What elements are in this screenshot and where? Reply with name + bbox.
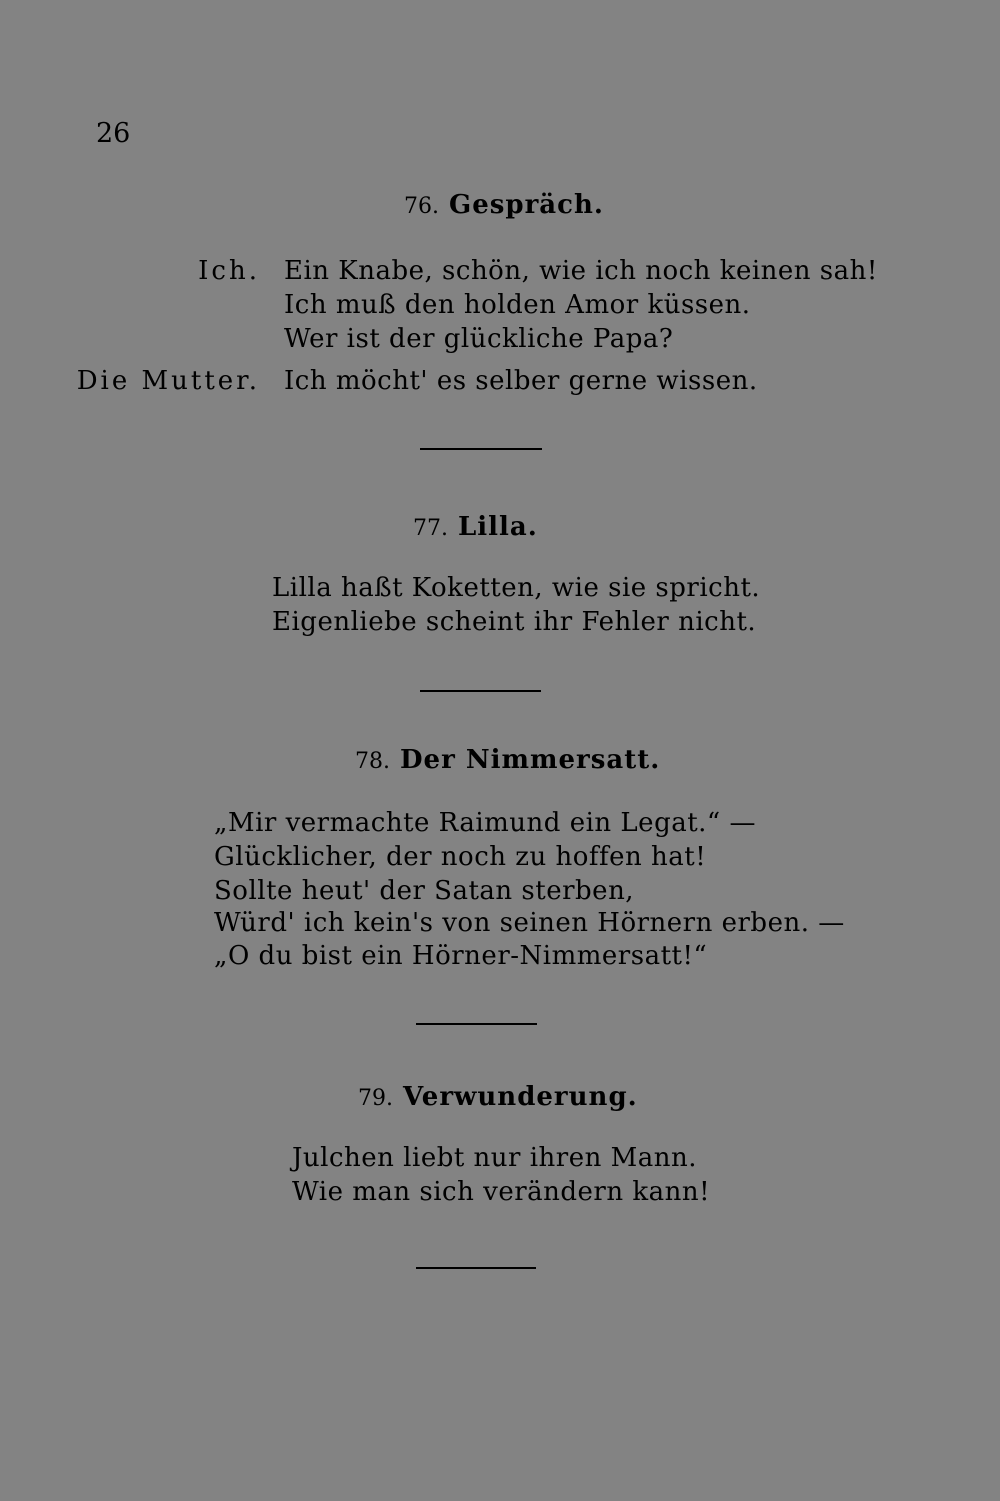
verse-line: Eigenliebe scheint ihr Fehler nicht.: [272, 607, 757, 637]
poem-title: Verwunderung.: [403, 1082, 638, 1112]
verse-line: Würd' ich kein's von seinen Hörnern erben. —: [214, 908, 845, 938]
section-divider: [420, 690, 541, 692]
verse-line: Sollte heut' der Satan sterben,: [214, 876, 635, 906]
poem-number: 77.: [413, 516, 448, 541]
verse-line: Julchen liebt nur ihren Mann.: [292, 1143, 698, 1173]
poem-number: 76.: [404, 194, 439, 219]
verse-line: „O du bist ein Hörner-Nimmersatt!“: [214, 941, 708, 971]
verse-line: „Mir vermachte Raimund ein Legat.“ —: [214, 808, 756, 838]
section-divider: [420, 448, 542, 450]
poem-78-title: [355, 745, 660, 775]
poem-number: 79.: [358, 1086, 393, 1111]
page-number: 26: [96, 118, 131, 149]
verse-line: Wer ist der glückliche Papa?: [284, 324, 674, 354]
poem-title: Gespräch.: [449, 190, 604, 220]
verse-line: Glücklicher, der noch zu hoffen hat!: [214, 842, 707, 872]
verse-line: Lilla haßt Koketten, wie sie spricht.: [272, 573, 761, 603]
verse-line: Wie man sich verändern kann!: [292, 1177, 711, 1207]
poem-title: Lilla.: [458, 512, 538, 542]
poem-76-title: [404, 190, 604, 220]
poem-77-title: [413, 512, 538, 542]
poem-79-title: [358, 1082, 638, 1112]
verse-line: Ich möcht' es selber gerne wissen.: [284, 366, 758, 396]
section-divider: [416, 1023, 537, 1025]
verse-line: Ich muß den holden Amor küssen.: [284, 290, 751, 320]
speaker-label: Die Mutter.: [76, 366, 260, 396]
poem-number: 78.: [355, 749, 390, 774]
speaker-label: Ich.: [198, 256, 260, 286]
poem-title: Der Nimmersatt.: [400, 745, 661, 775]
verse-line: Ein Knabe, schön, wie ich noch keinen sah!: [284, 256, 878, 286]
section-divider: [416, 1267, 536, 1269]
